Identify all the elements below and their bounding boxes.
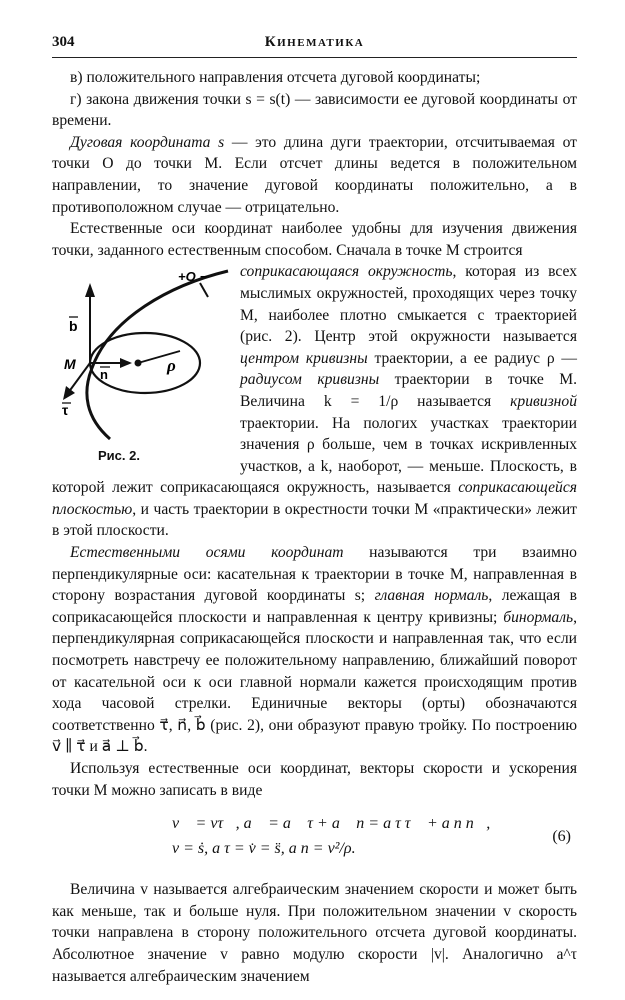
term-natural-axes: Естественными осями координат <box>70 544 344 562</box>
natural-axes-intro: Естественные оси координат наиболее удобны для изучения движения точки, заданного естественным способом. Сначала в точке M строится <box>52 220 577 259</box>
axes-def-2: , лежащая в соприкасающейся плоскости и направленная к центру кривизны; <box>52 587 578 626</box>
term-osculating-circle: соприкасающаяся окружность <box>240 263 453 281</box>
paragraph-final: Величина v называется алгебраическим значением скорости и может быть как меньше, так и больше нуля. При положительном значении v скорость точки направлена в сторону положительного отсчета дуговой координаты. Абсолютное значение v равно модулю скорости |v|. Аналогично a^τ называется алгебраическим значением <box>52 881 577 985</box>
label-minus: − <box>200 269 208 285</box>
paragraph-natural-axes-intro <box>52 218 577 261</box>
curvature-center-dot <box>135 360 142 367</box>
term-curvature: кривизной <box>510 392 577 410</box>
formula-line-2: v = ṡ, a τ = v̇ = s̈, a n = v²/ρ. <box>172 840 356 858</box>
term-binormal: бинормаль <box>503 608 574 626</box>
osculating-definition: , которая из всех мыслимых окружностей, проходящих через точку M, наиболее плотно смыкается с траекторией (рис. 2). Центр этой окружности называется <box>240 263 577 346</box>
origin-tick <box>200 283 208 297</box>
normal-arrowhead <box>120 358 132 368</box>
term-osculating-plane: соприкасающейся плоскостью <box>52 479 577 518</box>
radius-mid: траектории в точке M. Величина k = 1/ρ называется <box>240 371 577 410</box>
label-M: M <box>64 356 76 373</box>
label-rho: ρ <box>167 356 176 376</box>
label-n: n <box>100 367 108 383</box>
paragraph-arc-coordinate <box>52 132 577 218</box>
running-title: Кинематика <box>264 34 365 50</box>
label-tau: τ <box>62 402 69 419</box>
tangent-arrowhead <box>63 386 75 400</box>
paragraph-item-v: в) положительного направления отсчета дуговой координаты; <box>70 69 481 86</box>
term-main-normal: главная нормаль <box>374 587 489 605</box>
term-center-curvature: центром кривизны <box>240 349 368 367</box>
term-arc-coordinate: Дуговая координата s <box>70 133 225 151</box>
figure-2 <box>50 263 232 471</box>
running-header <box>52 34 577 58</box>
trajectory-diagram <box>50 263 232 463</box>
axes-def-3: , перпендикулярная соприкасающейся плоскости и направленная так, что если посмотреть навстречу ее положительному направлению, ближайший поворот от касательной оси к оси главной нормали кажется происходящим против хода часовой стрелки. Единичные векторы (орты) обозначаются соответственно τ⃗, n⃗, b⃗ (рис. 2), они образуют правую тройку. По построению v⃗ ∥ τ⃗ и a⃗ ⊥ b⃗. <box>52 608 577 756</box>
arc-definition: — это длина дуги траектории, отсчитываемая от точки O до точки M. Если отсчет длины ведется в положительном направлении, то значение дуговой координаты положительно, а в противоположном случае — отрицательно. <box>52 133 577 216</box>
formula-line-1: v⃗ = vτ⃗, a⃗ = a⃗ τ + a⃗ n = a τ τ⃗ + a n n⃗, <box>172 815 491 833</box>
axes-def-1: называются три взаимно перпендикулярные оси: касательная к траектории в точке M, направленная в сторону возрастания дуговой координаты s; <box>52 544 577 605</box>
curvature-rest: траектории. На пологих участках траектории значения ρ больше, чем в точках искривленных участков, а k, наоборот, — меньше. Плоскость, в которой лежит соприкасающаяся окружность, называется <box>52 414 577 497</box>
label-origin: +O <box>178 269 196 285</box>
page-number: 304 <box>52 34 75 50</box>
page-body <box>52 67 577 987</box>
equation-number: (6) <box>552 828 571 846</box>
paragraph-item-g: г) закона движения точки s = s(t) — зависимости ее дуговой координаты от времени. <box>52 90 577 130</box>
osculating-plane-rest: , и часть траектории в окрестности точки M «практически» лежит в этой плоскости. <box>52 500 577 540</box>
paragraph-using-axes: Используя естественные оси координат, векторы скорости и ускорения точки M можно записать в виде <box>52 760 577 799</box>
term-radius-curvature: радиусом кривизны <box>240 371 380 389</box>
binormal-arrowhead <box>85 283 95 297</box>
label-b: b <box>69 318 78 335</box>
figure-caption: Рис. 2. <box>98 448 140 464</box>
center-mid: траектории, а ее радиус ρ — <box>367 349 577 367</box>
paragraph-natural-axes <box>52 542 577 758</box>
page <box>52 34 577 987</box>
formula-6 <box>52 811 577 871</box>
